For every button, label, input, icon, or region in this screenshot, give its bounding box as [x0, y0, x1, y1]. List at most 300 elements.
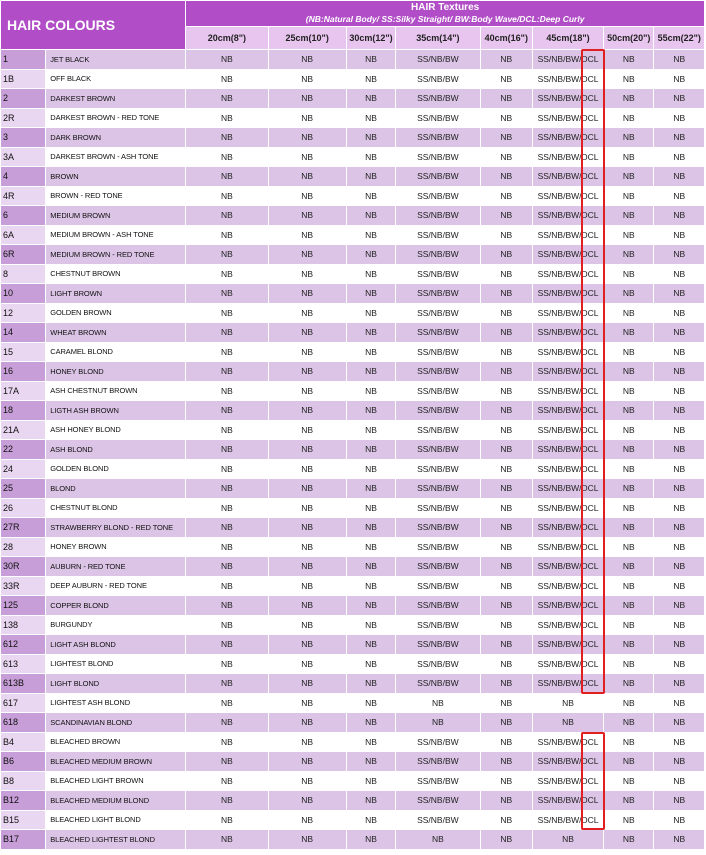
texture-cell: NB [604, 733, 653, 752]
texture-cell: NB [481, 772, 532, 791]
texture-cell: NB [481, 518, 532, 537]
colour-name: GOLDEN BROWN [46, 304, 185, 323]
texture-cell: NB [654, 323, 704, 342]
texture-cell: NB [604, 577, 653, 596]
colour-code: 125 [1, 596, 45, 615]
texture-cell: NB [347, 479, 395, 498]
colour-name: CHESTNUT BROWN [46, 265, 185, 284]
texture-cell: NB [481, 401, 532, 420]
texture-cell: SS/NB/BW/DCL [533, 401, 603, 420]
texture-cell: NB [186, 304, 267, 323]
texture-cell: SS/NB/BW/DCL [533, 167, 603, 186]
texture-cell: NB [604, 50, 653, 69]
colour-code: 618 [1, 713, 45, 732]
texture-cell: NB [604, 538, 653, 557]
texture-cell: SS/NB/BW/DCL [533, 596, 603, 615]
texture-cell: NB [604, 713, 653, 732]
table-row [1, 752, 704, 771]
texture-cell: SS/NB/BW/DCL [533, 557, 603, 576]
texture-cell: NB [269, 265, 346, 284]
texture-cell: NB [347, 538, 395, 557]
length-header-5: 45cm(18") [533, 27, 603, 49]
texture-cell: NB [654, 479, 704, 498]
texture-cell: NB [186, 479, 267, 498]
texture-cell: NB [481, 187, 532, 206]
texture-cell: NB [186, 50, 267, 69]
colour-code: 613 [1, 655, 45, 674]
texture-cell: NB [269, 284, 346, 303]
colour-code: 16 [1, 362, 45, 381]
texture-cell: NB [269, 655, 346, 674]
texture-cell: SS/NB/BW/DCL [533, 440, 603, 459]
texture-cell: NB [269, 538, 346, 557]
texture-cell: NB [481, 733, 532, 752]
texture-cell: SS/NB/BW [396, 499, 479, 518]
texture-cell: NB [654, 440, 704, 459]
length-header-7: 55cm(22") [654, 27, 704, 49]
texture-cell: NB [604, 343, 653, 362]
colour-code: 28 [1, 538, 45, 557]
table-row [1, 811, 704, 830]
texture-cell: NB [269, 772, 346, 791]
colour-code: B6 [1, 752, 45, 771]
texture-cell: SS/NB/BW/DCL [533, 421, 603, 440]
texture-cell: SS/NB/BW [396, 343, 479, 362]
texture-cell: NB [654, 128, 704, 147]
colour-code: 21A [1, 421, 45, 440]
texture-cell: SS/NB/BW [396, 226, 479, 245]
colour-name: BROWN - RED TONE [46, 187, 185, 206]
texture-cell: NB [269, 518, 346, 537]
colour-code: 1B [1, 70, 45, 89]
colour-name: SCANDINAVIAN BLOND [46, 713, 185, 732]
texture-cell: NB [269, 616, 346, 635]
table-row [1, 577, 704, 596]
texture-cell: NB [604, 226, 653, 245]
table-row [1, 460, 704, 479]
texture-cell: NB [604, 694, 653, 713]
texture-cell: NB [186, 89, 267, 108]
colour-name: DARKEST BROWN [46, 89, 185, 108]
texture-cell: NB [654, 148, 704, 167]
texture-cell: SS/NB/BW [396, 635, 479, 654]
texture-cell: NB [654, 733, 704, 752]
texture-cell: SS/NB/BW/DCL [533, 791, 603, 810]
texture-cell: SS/NB/BW [396, 70, 479, 89]
texture-cell: NB [604, 791, 653, 810]
texture-cell: NB [654, 694, 704, 713]
texture-cell: NB [269, 304, 346, 323]
texture-cell: NB [604, 187, 653, 206]
texture-cell: NB [186, 109, 267, 128]
colour-name: HONEY BLOND [46, 362, 185, 381]
colour-name: GOLDEN BLOND [46, 460, 185, 479]
texture-cell: NB [269, 245, 346, 264]
table-row [1, 655, 704, 674]
texture-cell: NB [347, 596, 395, 615]
texture-cell: NB [269, 694, 346, 713]
colour-name: MEDIUM BROWN - ASH TONE [46, 226, 185, 245]
texture-cell: NB [604, 206, 653, 225]
texture-cell: SS/NB/BW/DCL [533, 128, 603, 147]
texture-cell: NB [533, 830, 603, 849]
texture-cell: SS/NB/BW [396, 518, 479, 537]
texture-cell: NB [186, 557, 267, 576]
texture-cell: SS/NB/BW/DCL [533, 50, 603, 69]
colour-code: 3A [1, 148, 45, 167]
colour-code: 14 [1, 323, 45, 342]
texture-cell: SS/NB/BW [396, 538, 479, 557]
texture-cell: NB [347, 674, 395, 693]
texture-cell: SS/NB/BW [396, 616, 479, 635]
texture-cell: NB [604, 460, 653, 479]
table-row [1, 557, 704, 576]
texture-cell: NB [186, 382, 267, 401]
texture-cell: NB [604, 304, 653, 323]
texture-cell: NB [481, 284, 532, 303]
texture-cell: NB [654, 421, 704, 440]
table-row [1, 616, 704, 635]
texture-cell: SS/NB/BW [396, 304, 479, 323]
table-row [1, 518, 704, 537]
colour-name: BLEACHED LIGHT BLOND [46, 811, 185, 830]
colour-name: DARKEST BROWN - ASH TONE [46, 148, 185, 167]
colour-code: 24 [1, 460, 45, 479]
texture-cell: NB [654, 713, 704, 732]
texture-cell: NB [186, 206, 267, 225]
colour-code: 6 [1, 206, 45, 225]
table-row [1, 791, 704, 810]
texture-cell: NB [186, 70, 267, 89]
texture-cell: NB [347, 265, 395, 284]
texture-cell: NB [347, 50, 395, 69]
texture-cell: NB [481, 830, 532, 849]
texture-cell: NB [654, 830, 704, 849]
texture-cell: NB [186, 226, 267, 245]
colour-code: B4 [1, 733, 45, 752]
texture-cell: NB [654, 674, 704, 693]
texture-cell: SS/NB/BW/DCL [533, 616, 603, 635]
texture-cell: NB [604, 635, 653, 654]
colour-name: LIGHT BROWN [46, 284, 185, 303]
texture-cell: NB [186, 713, 267, 732]
texture-cell: NB [269, 206, 346, 225]
texture-cell: NB [269, 70, 346, 89]
textures-title: HAIR Textures [411, 2, 480, 13]
texture-cell: NB [604, 674, 653, 693]
texture-cell: SS/NB/BW [396, 187, 479, 206]
texture-cell: NB [347, 362, 395, 381]
colour-name: LIGHT ASH BLOND [46, 635, 185, 654]
texture-cell: NB [481, 460, 532, 479]
texture-cell: SS/NB/BW/DCL [533, 109, 603, 128]
texture-cell: NB [186, 362, 267, 381]
texture-cell: NB [186, 343, 267, 362]
texture-cell: NB [604, 830, 653, 849]
texture-cell: SS/NB/BW [396, 811, 479, 830]
texture-cell: NB [186, 635, 267, 654]
texture-cell: NB [269, 557, 346, 576]
texture-cell: NB [269, 128, 346, 147]
texture-cell: NB [186, 538, 267, 557]
texture-cell: NB [654, 343, 704, 362]
texture-cell: NB [604, 752, 653, 771]
colour-code: 612 [1, 635, 45, 654]
texture-cell: SS/NB/BW/DCL [533, 206, 603, 225]
texture-cell: NB [481, 596, 532, 615]
texture-cell: NB [481, 635, 532, 654]
texture-cell: NB [654, 499, 704, 518]
texture-cell: NB [481, 752, 532, 771]
texture-cell: NB [604, 421, 653, 440]
colour-name: COPPER BLOND [46, 596, 185, 615]
texture-cell: NB [481, 167, 532, 186]
texture-cell: NB [654, 245, 704, 264]
texture-cell: SS/NB/BW/DCL [533, 323, 603, 342]
texture-cell: NB [604, 401, 653, 420]
texture-cell: NB [481, 226, 532, 245]
colour-name: ASH CHESTNUT BROWN [46, 382, 185, 401]
texture-cell: SS/NB/BW [396, 421, 479, 440]
texture-cell: NB [347, 830, 395, 849]
texture-cell: NB [269, 791, 346, 810]
texture-cell: NB [347, 655, 395, 674]
texture-cell: NB [654, 109, 704, 128]
texture-cell: NB [347, 343, 395, 362]
colour-code: B17 [1, 830, 45, 849]
texture-cell: NB [481, 538, 532, 557]
colour-name: MEDIUM BROWN [46, 206, 185, 225]
texture-cell: NB [186, 187, 267, 206]
texture-cell: SS/NB/BW [396, 460, 479, 479]
texture-cell: NB [481, 50, 532, 69]
texture-cell: NB [654, 791, 704, 810]
texture-cell: NB [347, 772, 395, 791]
length-header-3: 35cm(14") [396, 27, 479, 49]
texture-cell: SS/NB/BW/DCL [533, 148, 603, 167]
table-row [1, 284, 704, 303]
texture-cell: NB [347, 206, 395, 225]
texture-cell: NB [604, 128, 653, 147]
colour-code: 26 [1, 499, 45, 518]
texture-cell: NB [481, 616, 532, 635]
texture-cell: NB [186, 499, 267, 518]
texture-cell: SS/NB/BW/DCL [533, 674, 603, 693]
table-row [1, 421, 704, 440]
texture-cell: SS/NB/BW [396, 382, 479, 401]
texture-cell: NB [186, 811, 267, 830]
texture-cell: NB [481, 206, 532, 225]
texture-cell: SS/NB/BW [396, 479, 479, 498]
texture-cell: NB [396, 713, 479, 732]
colour-name: JET BLACK [46, 50, 185, 69]
texture-cell: SS/NB/BW/DCL [533, 187, 603, 206]
texture-cell: NB [396, 694, 479, 713]
texture-cell: NB [347, 752, 395, 771]
texture-cell: NB [654, 382, 704, 401]
texture-cell: NB [654, 577, 704, 596]
texture-cell: NB [186, 674, 267, 693]
colour-name: OFF BLACK [46, 70, 185, 89]
colour-code: 2 [1, 89, 45, 108]
table-row [1, 362, 704, 381]
texture-cell: NB [604, 772, 653, 791]
table-row [1, 440, 704, 459]
texture-cell: SS/NB/BW/DCL [533, 772, 603, 791]
texture-cell: NB [604, 655, 653, 674]
texture-cell: NB [604, 245, 653, 264]
texture-cell: SS/NB/BW [396, 323, 479, 342]
texture-cell: NB [186, 694, 267, 713]
texture-cell: SS/NB/BW [396, 596, 479, 615]
texture-cell: NB [481, 694, 532, 713]
texture-cell: NB [269, 343, 346, 362]
colour-code: 617 [1, 694, 45, 713]
texture-cell: NB [269, 460, 346, 479]
colour-code: B8 [1, 772, 45, 791]
texture-cell: NB [481, 382, 532, 401]
table-row [1, 733, 704, 752]
texture-cell: NB [269, 187, 346, 206]
texture-cell: NB [604, 479, 653, 498]
texture-cell: NB [481, 323, 532, 342]
texture-cell: NB [186, 421, 267, 440]
colour-code: 613B [1, 674, 45, 693]
texture-cell: SS/NB/BW [396, 167, 479, 186]
colour-name: BLEACHED LIGHT BROWN [46, 772, 185, 791]
table-row [1, 772, 704, 791]
texture-cell: NB [186, 577, 267, 596]
texture-cell: NB [654, 265, 704, 284]
length-header-4: 40cm(16") [481, 27, 532, 49]
colour-name: ASH HONEY BLOND [46, 421, 185, 440]
texture-cell: NB [654, 167, 704, 186]
table-row [1, 304, 704, 323]
texture-cell: NB [604, 499, 653, 518]
texture-cell: NB [604, 284, 653, 303]
texture-cell: NB [481, 421, 532, 440]
colour-code: B12 [1, 791, 45, 810]
texture-cell: NB [269, 50, 346, 69]
texture-cell: NB [347, 499, 395, 518]
texture-cell: NB [481, 811, 532, 830]
texture-cell: SS/NB/BW/DCL [533, 245, 603, 264]
texture-cell: NB [269, 109, 346, 128]
texture-cell: NB [269, 440, 346, 459]
texture-cell: NB [654, 655, 704, 674]
colour-name: LIGTH ASH BROWN [46, 401, 185, 420]
table-body [1, 50, 704, 849]
texture-cell: NB [481, 791, 532, 810]
texture-cell: NB [186, 167, 267, 186]
texture-cell: NB [604, 557, 653, 576]
texture-cell: NB [654, 304, 704, 323]
texture-cell: NB [269, 752, 346, 771]
texture-cell: NB [604, 518, 653, 537]
texture-cell: NB [186, 596, 267, 615]
texture-cell: NB [269, 811, 346, 830]
texture-cell: NB [654, 187, 704, 206]
colour-code: 33R [1, 577, 45, 596]
table-row [1, 694, 704, 713]
texture-cell: NB [481, 499, 532, 518]
table-row [1, 401, 704, 420]
table-row [1, 499, 704, 518]
texture-cell: NB [481, 265, 532, 284]
texture-cell: NB [481, 674, 532, 693]
texture-cell: NB [347, 616, 395, 635]
texture-cell: SS/NB/BW/DCL [533, 518, 603, 537]
texture-cell: NB [481, 713, 532, 732]
texture-cell: NB [654, 557, 704, 576]
length-header-1: 25cm(10") [269, 27, 346, 49]
colour-name: CHESTNUT BLOND [46, 499, 185, 518]
colour-code: 4R [1, 187, 45, 206]
texture-cell: NB [186, 518, 267, 537]
texture-cell: NB [347, 245, 395, 264]
texture-cell: NB [654, 50, 704, 69]
texture-cell: SS/NB/BW/DCL [533, 577, 603, 596]
texture-cell: NB [347, 557, 395, 576]
texture-cell: NB [604, 440, 653, 459]
table-row [1, 596, 704, 615]
table-row [1, 713, 704, 732]
table-row [1, 50, 704, 69]
colour-name: LIGHTEST ASH BLOND [46, 694, 185, 713]
texture-cell: SS/NB/BW [396, 284, 479, 303]
texture-cell: NB [347, 635, 395, 654]
colour-name: AUBURN - RED TONE [46, 557, 185, 576]
texture-cell: NB [533, 713, 603, 732]
texture-cell: NB [269, 167, 346, 186]
colour-code: 15 [1, 343, 45, 362]
texture-cell: NB [654, 772, 704, 791]
colour-code: 138 [1, 616, 45, 635]
table-row [1, 245, 704, 264]
texture-cell: SS/NB/BW [396, 265, 479, 284]
texture-cell: NB [481, 89, 532, 108]
colour-code: 3 [1, 128, 45, 147]
texture-cell: NB [654, 596, 704, 615]
colour-code: 18 [1, 401, 45, 420]
texture-cell: NB [269, 733, 346, 752]
colour-code: 2R [1, 109, 45, 128]
texture-cell: NB [654, 635, 704, 654]
table-row [1, 109, 704, 128]
texture-cell: NB [269, 830, 346, 849]
texture-cell: NB [186, 284, 267, 303]
colour-name: LIGHTEST BLOND [46, 655, 185, 674]
texture-cell: NB [654, 518, 704, 537]
texture-cell: NB [654, 401, 704, 420]
colour-code: B15 [1, 811, 45, 830]
texture-cell: NB [604, 89, 653, 108]
table-row [1, 187, 704, 206]
texture-cell: NB [654, 226, 704, 245]
texture-cell: NB [481, 109, 532, 128]
texture-cell: SS/NB/BW [396, 577, 479, 596]
texture-cell: SS/NB/BW/DCL [533, 460, 603, 479]
texture-cell: SS/NB/BW/DCL [533, 284, 603, 303]
texture-cell: NB [186, 616, 267, 635]
texture-cell: NB [604, 362, 653, 381]
texture-cell: NB [654, 89, 704, 108]
texture-cell: NB [347, 89, 395, 108]
texture-cell: NB [269, 713, 346, 732]
texture-cell: SS/NB/BW [396, 245, 479, 264]
texture-cell: NB [654, 752, 704, 771]
texture-cell: NB [269, 148, 346, 167]
